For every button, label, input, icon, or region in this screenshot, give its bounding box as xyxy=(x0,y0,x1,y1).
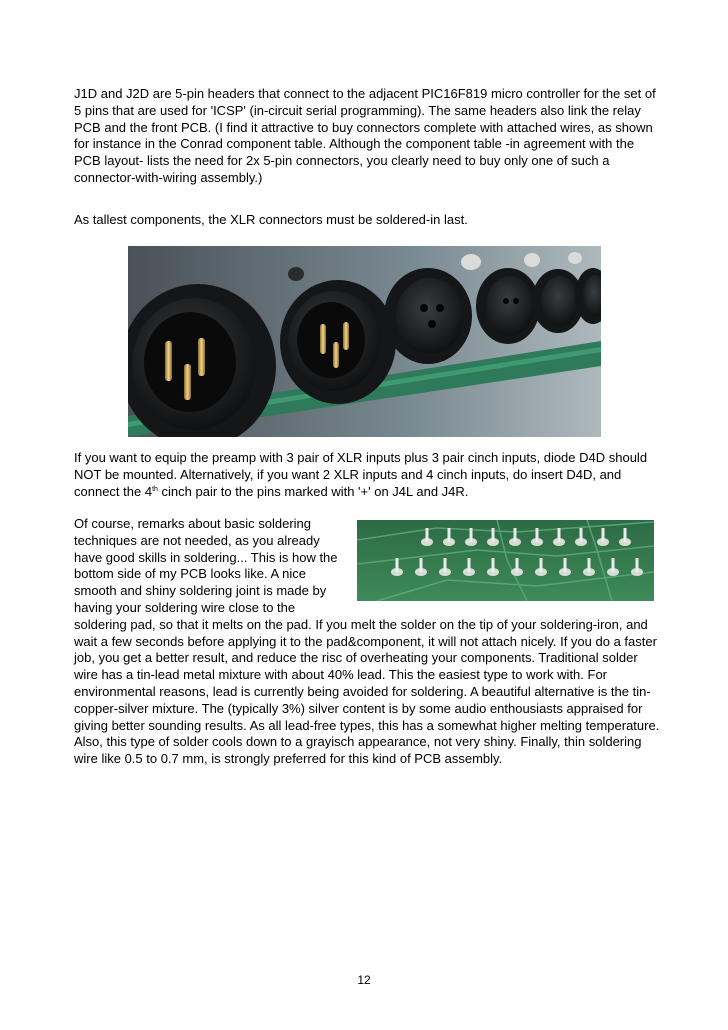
page-number: 12 xyxy=(357,973,371,987)
paragraph-soldering xyxy=(74,516,660,768)
paragraph-icsp-headers: J1D and J2D are 5-pin headers that connect to the adjacent PIC16F819 micro controller for the set of 5 pins that are used for 'ICSP' (in-circuit serial programming). The same headers also link the relay PCB and the front PCB. (I find it attractive to buy connectors complete with attached wires, as shown for instance in the Conrad component table. Although the component table -in agreement with the PCB layout- lists the need for 2x 5-pin connectors, you clearly need to buy only one of such a connector-with-wiring assembly.) xyxy=(74,86,656,185)
paragraph-text: soldering pad, so that it melts on the pad. If you melt the solder on the tip of your soldering-iron, and wait a few seconds before applying it to the pad&component, it will not attach nicely. If you do a faster job, you get a better result, and reduce the risc of overheating your components. Traditional solder wire has a tin-lead metal mixture with about 40% lead. This the easiest type to work with. For environmental reasons, lead is currently being avoided for soldering. A beautiful alternative is the tin-copper-silver mixture. The (typically 3%) silver content is by some audio enthousiasts appraised for giving better sounding results. As all lead-free types, this has a somewhat higher melting temperature. Also, this type of solder cools down to a grayisch appearance, not very shiny. Finally, thin soldering wire like 0.5 to 0.7 mm, is strongly preferred for this kind of PCB assembly. xyxy=(74,616,660,767)
xlr-connectors-photo xyxy=(128,246,601,437)
superscript-ordinal: th xyxy=(152,485,158,493)
paragraph-text: cinch pair to the pins marked with '+' on J4L and J4R. xyxy=(157,483,469,499)
paragraph-text-wrapped: Of course, remarks about basic soldering techniques are not needed, as you already have good skills in soldering... This is how the bottom side of my PCB looks like. A nice smooth and shiny soldering joint is made by having your soldering wire close to the xyxy=(74,516,338,615)
paragraph-text: If you want to equip the preamp with 3 pair of XLR inputs plus 3 pair cinch inputs, diode D4D should NOT be mounted. Alternatively, if you want 2 XLR inputs and 4 cinch inputs, do insert D4D, and connect the 4 xyxy=(74,450,648,499)
paragraph-xlr-last: As tallest components, the XLR connectors must be soldered-in last. xyxy=(74,212,468,227)
paragraph-diode-d4d xyxy=(74,450,660,500)
